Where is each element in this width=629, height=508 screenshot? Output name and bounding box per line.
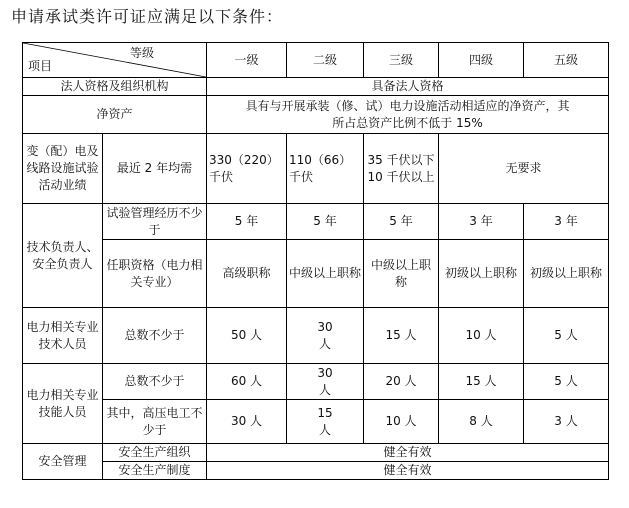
experience-value: 3 年 — [439, 204, 524, 240]
title-label: 任职资格（电力相关专业） — [103, 240, 207, 308]
corner-label-item: 项目 — [28, 59, 53, 73]
level-header: 四级 — [439, 43, 524, 78]
safety-org-label: 安全生产组织 — [103, 444, 207, 462]
legal-value: 具备法人资格 — [207, 78, 609, 96]
experience-value: 5 年 — [207, 204, 287, 240]
title-value: 高级职称 — [207, 240, 287, 308]
tech-leader-title-row — [23, 240, 609, 308]
tech-staff-value: 50 人 — [207, 308, 287, 364]
skilled-total-value: 15 人 — [439, 364, 524, 400]
hv-value: 10 人 — [364, 400, 439, 444]
experience-value: 3 年 — [524, 204, 609, 240]
performance-level2: 110（66）千伏 — [287, 134, 364, 204]
performance-sublabel: 最近 2 年均需 — [103, 134, 207, 204]
title-value: 中级以上职称 — [364, 240, 439, 308]
skilled-total-label: 总数不少于 — [103, 364, 207, 400]
tech-staff-label: 电力相关专业技术人员 — [23, 308, 103, 364]
performance-level3: 35 千伏以下10 千伏以上 — [364, 134, 439, 204]
performance-none: 无要求 — [439, 134, 609, 204]
tech-staff-row — [23, 308, 609, 364]
assets-value — [207, 96, 609, 134]
level-header: 一级 — [207, 43, 287, 78]
safety-org-value: 健全有效 — [207, 444, 609, 462]
level-header: 五级 — [524, 43, 609, 78]
skilled-hv-row — [23, 400, 609, 444]
title-value: 初级以上职称 — [524, 240, 609, 308]
hv-label: 其中，高压电工不少于 — [103, 400, 207, 444]
experience-value: 5 年 — [287, 204, 364, 240]
tech-staff-value: 15 人 — [364, 308, 439, 364]
tech-leader-label: 技术负责人、安全负责人 — [23, 204, 103, 308]
safety-system-label: 安全生产制度 — [103, 462, 207, 480]
skilled-total-value: 5 人 — [524, 364, 609, 400]
assets-row — [23, 96, 609, 134]
level-header: 二级 — [287, 43, 364, 78]
experience-label: 试验管理经历不少于 — [103, 204, 207, 240]
assets-value-line1: 具有与开展承装（修、试）电力设施活动相适应的净资产，其 — [245, 98, 570, 113]
performance-row — [23, 134, 609, 204]
skilled-total-value: 30 人 — [287, 364, 364, 400]
performance-level1: 330（220）千伏 — [207, 134, 287, 204]
safety-system-value: 健全有效 — [207, 462, 609, 480]
header-row — [23, 43, 609, 78]
tech-staff-sublabel: 总数不少于 — [103, 308, 207, 364]
title-value: 中级以上职称 — [287, 240, 364, 308]
hv-value: 3 人 — [524, 400, 609, 444]
safety-label: 安全管理 — [23, 444, 103, 480]
tech-staff-value: 30 人 — [287, 308, 364, 364]
page-heading: 申请承试类许可证应满足以下条件： — [11, 7, 284, 26]
hv-value: 8 人 — [439, 400, 524, 444]
performance-label: 变（配）电及线路设施试验活动业绩 — [23, 134, 103, 204]
level-header: 三级 — [364, 43, 439, 78]
tech-staff-value: 10 人 — [439, 308, 524, 364]
skilled-total-value: 60 人 — [207, 364, 287, 400]
hv-value: 30 人 — [207, 400, 287, 444]
legal-label: 法人资格及组织机构 — [23, 78, 207, 96]
skilled-total-value: 20 人 — [364, 364, 439, 400]
tech-leader-experience-row — [23, 204, 609, 240]
experience-value: 5 年 — [364, 204, 439, 240]
corner-label-level: 等级 — [129, 46, 154, 60]
title-value: 初级以上职称 — [439, 240, 524, 308]
skilled-total-row — [23, 364, 609, 400]
safety-system-row — [23, 462, 609, 480]
legal-row — [23, 78, 609, 96]
assets-label: 净资产 — [23, 96, 207, 134]
tech-staff-value: 5 人 — [524, 308, 609, 364]
skilled-staff-label: 电力相关专业技能人员 — [23, 364, 103, 444]
qualification-table — [22, 42, 609, 480]
hv-value: 15 人 — [287, 400, 364, 444]
header-corner-cell — [23, 43, 207, 78]
safety-org-row — [23, 444, 609, 462]
assets-value-line2: 所占总资产比例不低于 15% — [332, 115, 483, 130]
